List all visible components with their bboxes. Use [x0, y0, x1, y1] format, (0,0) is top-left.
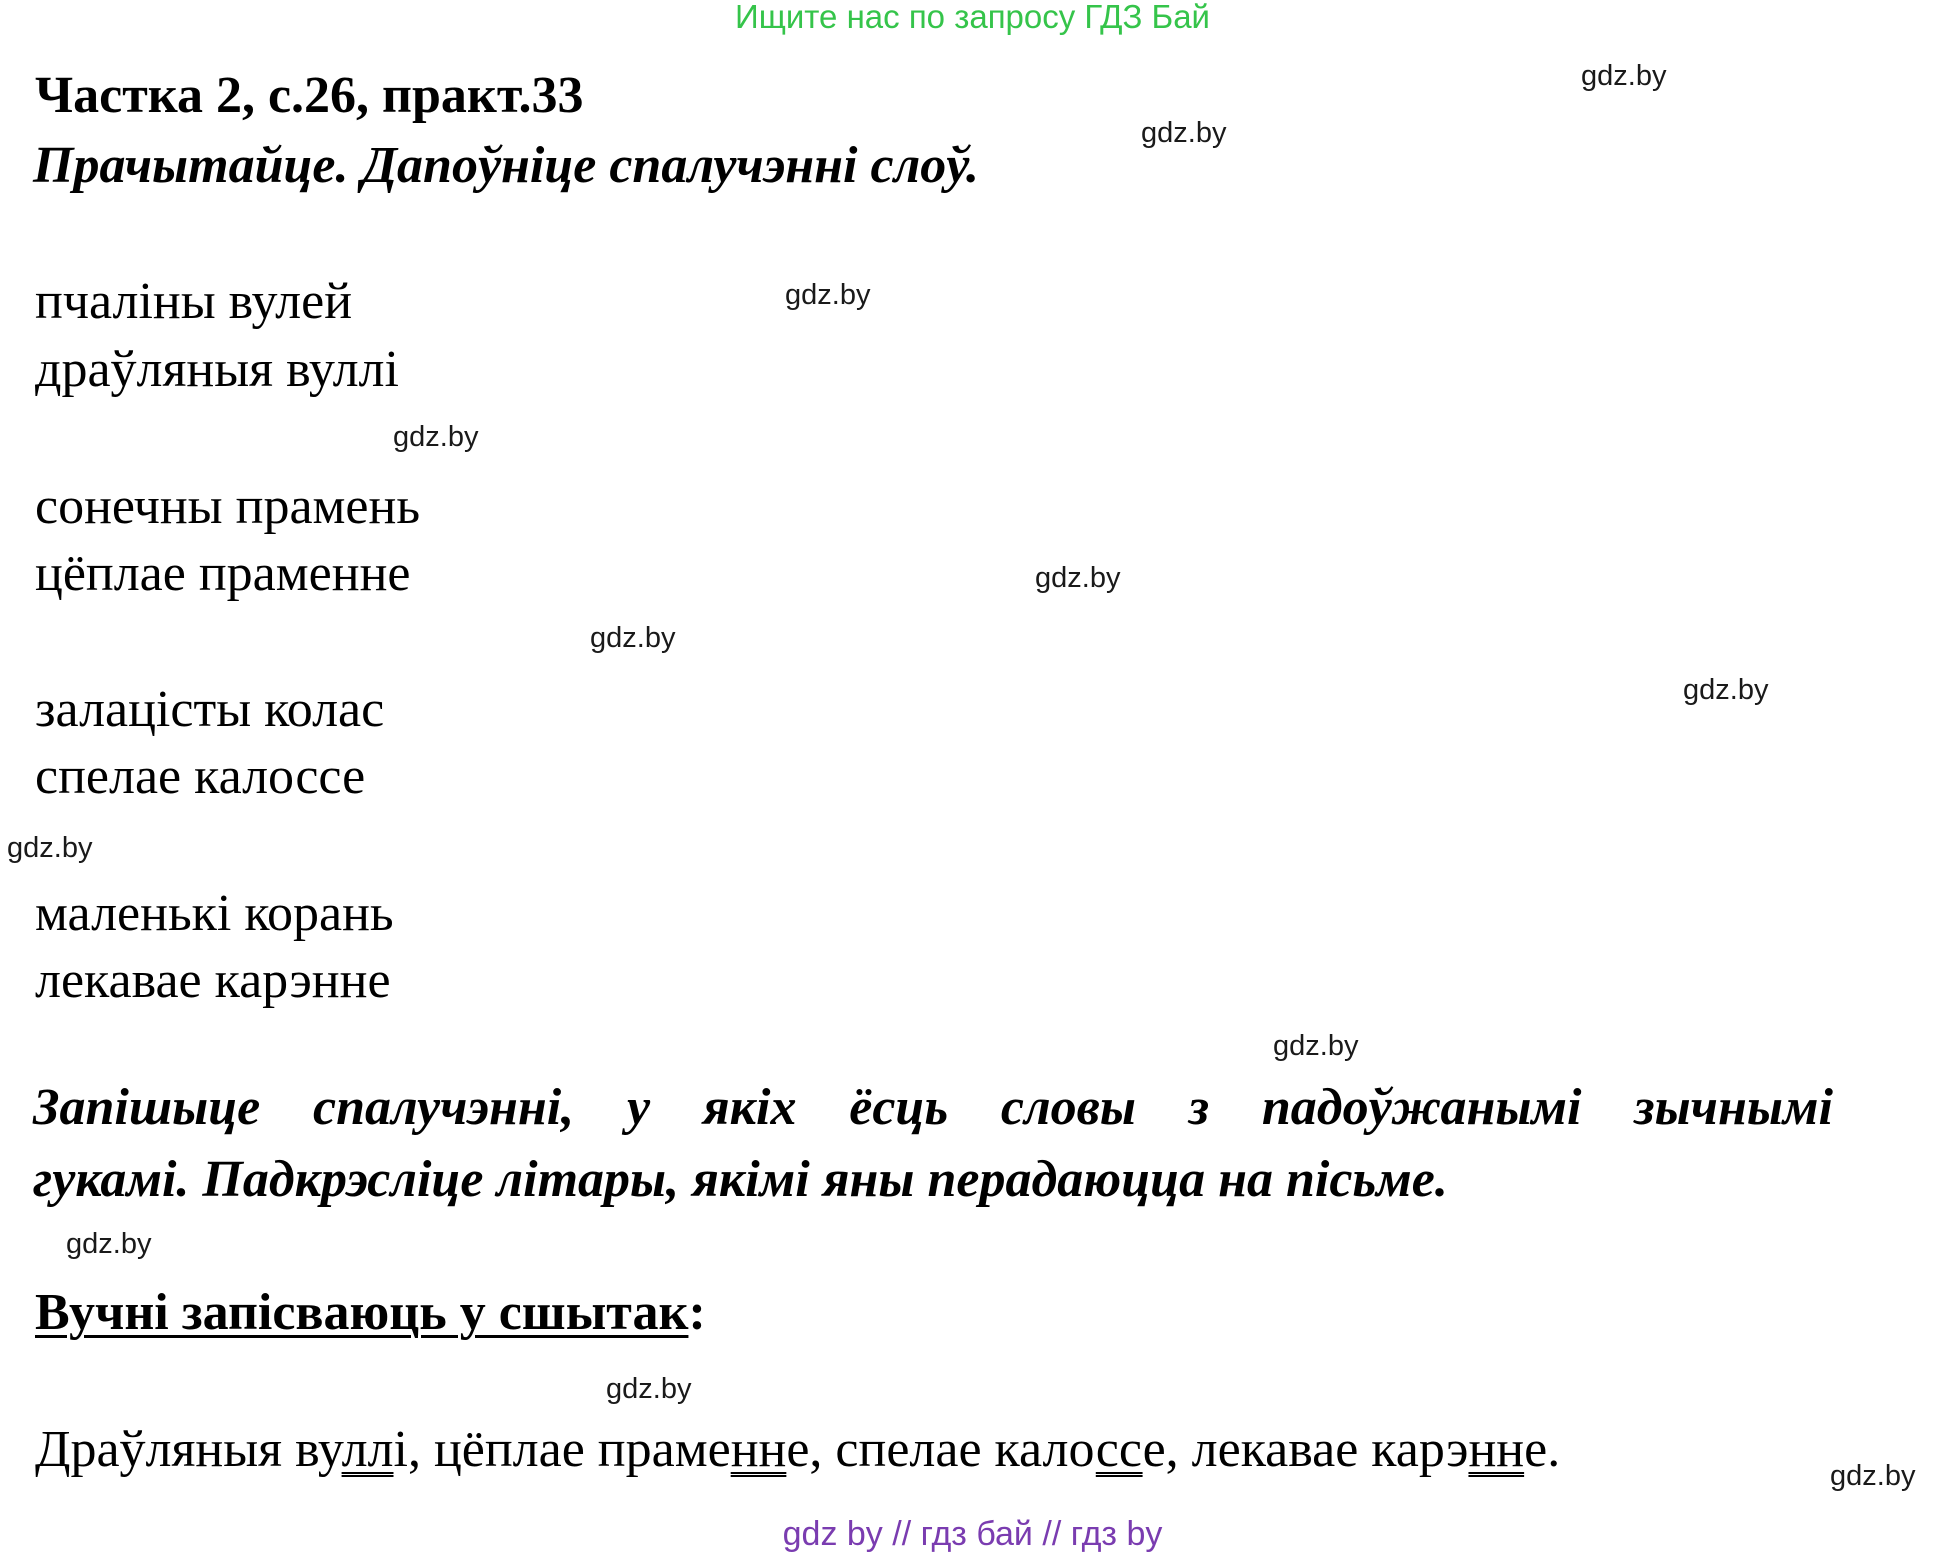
- watermark: gdz.by: [785, 279, 871, 311]
- phrase-line: залацісты колас: [35, 681, 385, 738]
- watermark: gdz.by: [7, 832, 93, 864]
- answer-heading-text: Вучні запісваюць у сшытак: [35, 1284, 689, 1341]
- phrase-line: лекавае карэнне: [35, 952, 391, 1009]
- top-banner: Ищите нас по запросу ГДЗ Бай: [735, 0, 1210, 35]
- answer-heading: [35, 1283, 706, 1342]
- watermark: gdz.by: [1683, 674, 1769, 706]
- answer-segment: е, спелае кало: [786, 1421, 1096, 1478]
- underlined-letters: сс: [1095, 1421, 1143, 1478]
- answer-line: [35, 1420, 1560, 1479]
- footer-links: gdz by // гдз бай // гдз by: [782, 1515, 1163, 1553]
- answer-heading-colon: :: [688, 1284, 706, 1341]
- watermark: gdz.by: [1830, 1460, 1916, 1492]
- answer-segment: е.: [1524, 1421, 1561, 1478]
- answer-segment: е, лекавае карэ: [1142, 1421, 1469, 1478]
- watermark: gdz.by: [606, 1373, 692, 1405]
- phrase-line: драўляныя вуллі: [35, 341, 399, 398]
- watermark: gdz.by: [66, 1228, 152, 1260]
- underlined-letters: нн: [730, 1421, 787, 1478]
- task-text-line: гукамі. Падкрэсліце літары, якімі яны перадаюцца на пісьме.: [33, 1151, 1448, 1208]
- phrase-line: спелае калоссе: [35, 748, 366, 805]
- answer-segment: і, цёплае праме: [393, 1421, 731, 1478]
- watermark: gdz.by: [1035, 562, 1121, 594]
- phrase-line: маленькі корань: [35, 885, 394, 942]
- watermark: gdz.by: [590, 622, 676, 654]
- phrase-line: пчаліны вулей: [35, 273, 353, 330]
- task-text-line: Запішыце спалучэнні, у якіх ёсць словы з падоўжанымі зычнымі: [33, 1079, 1833, 1136]
- exercise-instruction: Прачытайце. Дапоўніце спалучэнні слоў.: [33, 137, 980, 194]
- watermark: gdz.by: [1141, 117, 1227, 149]
- phrase-line: сонечны прамень: [35, 478, 421, 535]
- underlined-letters: нн: [1468, 1421, 1525, 1478]
- phrase-line: цёплае праменне: [35, 545, 411, 602]
- page-heading: Частка 2, с.26, практ.33: [35, 67, 584, 124]
- watermark: gdz.by: [1273, 1030, 1359, 1062]
- answer-segment: Драўляныя ву: [35, 1421, 342, 1478]
- underlined-letters: лл: [341, 1421, 394, 1478]
- watermark: gdz.by: [1581, 60, 1667, 92]
- watermark: gdz.by: [393, 421, 479, 453]
